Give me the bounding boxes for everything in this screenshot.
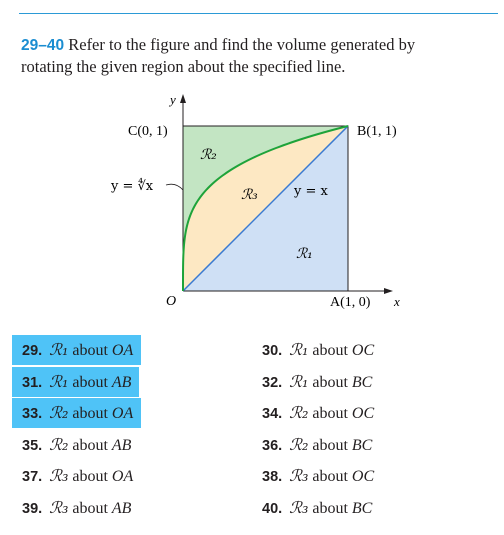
exercise-item [262, 430, 372, 460]
exercise-about: about [312, 405, 348, 422]
exercise-about: about [72, 405, 108, 422]
x-axis-arrow [384, 288, 393, 294]
exercise-region: ℛ₃ [289, 466, 309, 485]
exercise-number: 32. [262, 374, 283, 391]
exercise-about: about [72, 468, 108, 485]
exercise-item [12, 461, 133, 491]
exercise-number: 29. [22, 343, 43, 359]
exercise-region: ℛ₁ [289, 371, 309, 391]
exercise-axis-line: AB [111, 436, 132, 454]
region-r1-label: ℛ₁ [296, 246, 313, 262]
exercise-number: 33. [22, 406, 43, 422]
exercise-axis-line: OC [351, 342, 375, 359]
exercise-about: about [72, 499, 108, 517]
exercise-region: ℛ₂ [49, 434, 69, 454]
exercise-number: 38. [262, 469, 283, 485]
exercise-axis-line: OC [351, 405, 375, 422]
exercise-about: about [312, 499, 348, 517]
exercise-item [262, 493, 372, 523]
exercise-axis-line: BC [351, 373, 373, 391]
heading-line-1: Refer to the figure and find the volume generated by [68, 35, 416, 54]
exercise-axis-line: OA [111, 405, 134, 422]
exercise-axis-line: BC [351, 499, 373, 517]
exercise-item [12, 398, 141, 428]
exercise-number: 34. [262, 406, 283, 422]
exercise-item [12, 493, 131, 523]
origin-label: O [166, 294, 177, 309]
exercise-axis-line: OA [111, 468, 134, 485]
exercise-range: 29–40 [21, 37, 65, 54]
y-axis-label: y [170, 92, 176, 107]
exercise-number: 40. [262, 500, 283, 517]
heading-line-2: rotating the given region about the specified line. [21, 57, 346, 76]
exercise-number: 36. [262, 437, 283, 454]
exercise-region: ℛ₂ [289, 403, 309, 422]
exercise-axis-line: AB [111, 499, 132, 517]
exercise-axis-line: OA [111, 342, 134, 359]
exercise-region: ℛ₃ [49, 497, 69, 517]
exercise-item [12, 367, 139, 397]
exercise-about: about [72, 373, 108, 391]
exercise-region: ℛ₁ [289, 340, 309, 359]
exercise-number: 37. [22, 469, 43, 485]
exercise-item [12, 430, 131, 460]
exercise-region: ℛ₁ [49, 340, 69, 359]
y-axis-arrow [180, 94, 186, 103]
x-axis-label: x [394, 294, 400, 309]
exercise-about: about [312, 436, 348, 454]
point-a-label: A(1, 0) [330, 295, 371, 310]
exercise-about: about [72, 342, 108, 359]
exercise-number: 35. [22, 437, 43, 454]
exercise-item [262, 367, 372, 397]
exercise-axis-line: OC [351, 468, 375, 485]
exercise-region: ℛ₁ [49, 371, 69, 391]
exercise-axis-line: AB [111, 373, 132, 391]
exercise-axis-line: BC [351, 436, 373, 454]
exercise-region: ℛ₂ [289, 434, 309, 454]
exercise-number: 39. [22, 500, 43, 517]
exercise-about: about [312, 373, 348, 391]
exercise-item [262, 398, 374, 428]
exercise-about: about [312, 342, 348, 359]
region-r3-label: ℛ₃ [241, 187, 258, 203]
exercise-about: about [312, 468, 348, 485]
exercise-item [12, 335, 141, 365]
exercise-region: ℛ₂ [49, 403, 69, 422]
curve-equation-label: y = ∜x [111, 179, 154, 194]
exercise-region: ℛ₃ [49, 466, 69, 485]
region-r2-label: ℛ₂ [200, 147, 217, 163]
exercise-number: 31. [22, 374, 43, 391]
exercise-number: 30. [262, 343, 283, 359]
curve-label-pointer [166, 184, 183, 190]
exercise-item [262, 461, 374, 491]
point-c-label: C(0, 1) [128, 124, 168, 139]
line-equation-label: y = x [294, 184, 328, 199]
point-b-label: B(1, 1) [357, 124, 397, 139]
exercise-item [262, 335, 374, 365]
exercise-region: ℛ₃ [289, 497, 309, 517]
exercise-about: about [72, 436, 108, 454]
